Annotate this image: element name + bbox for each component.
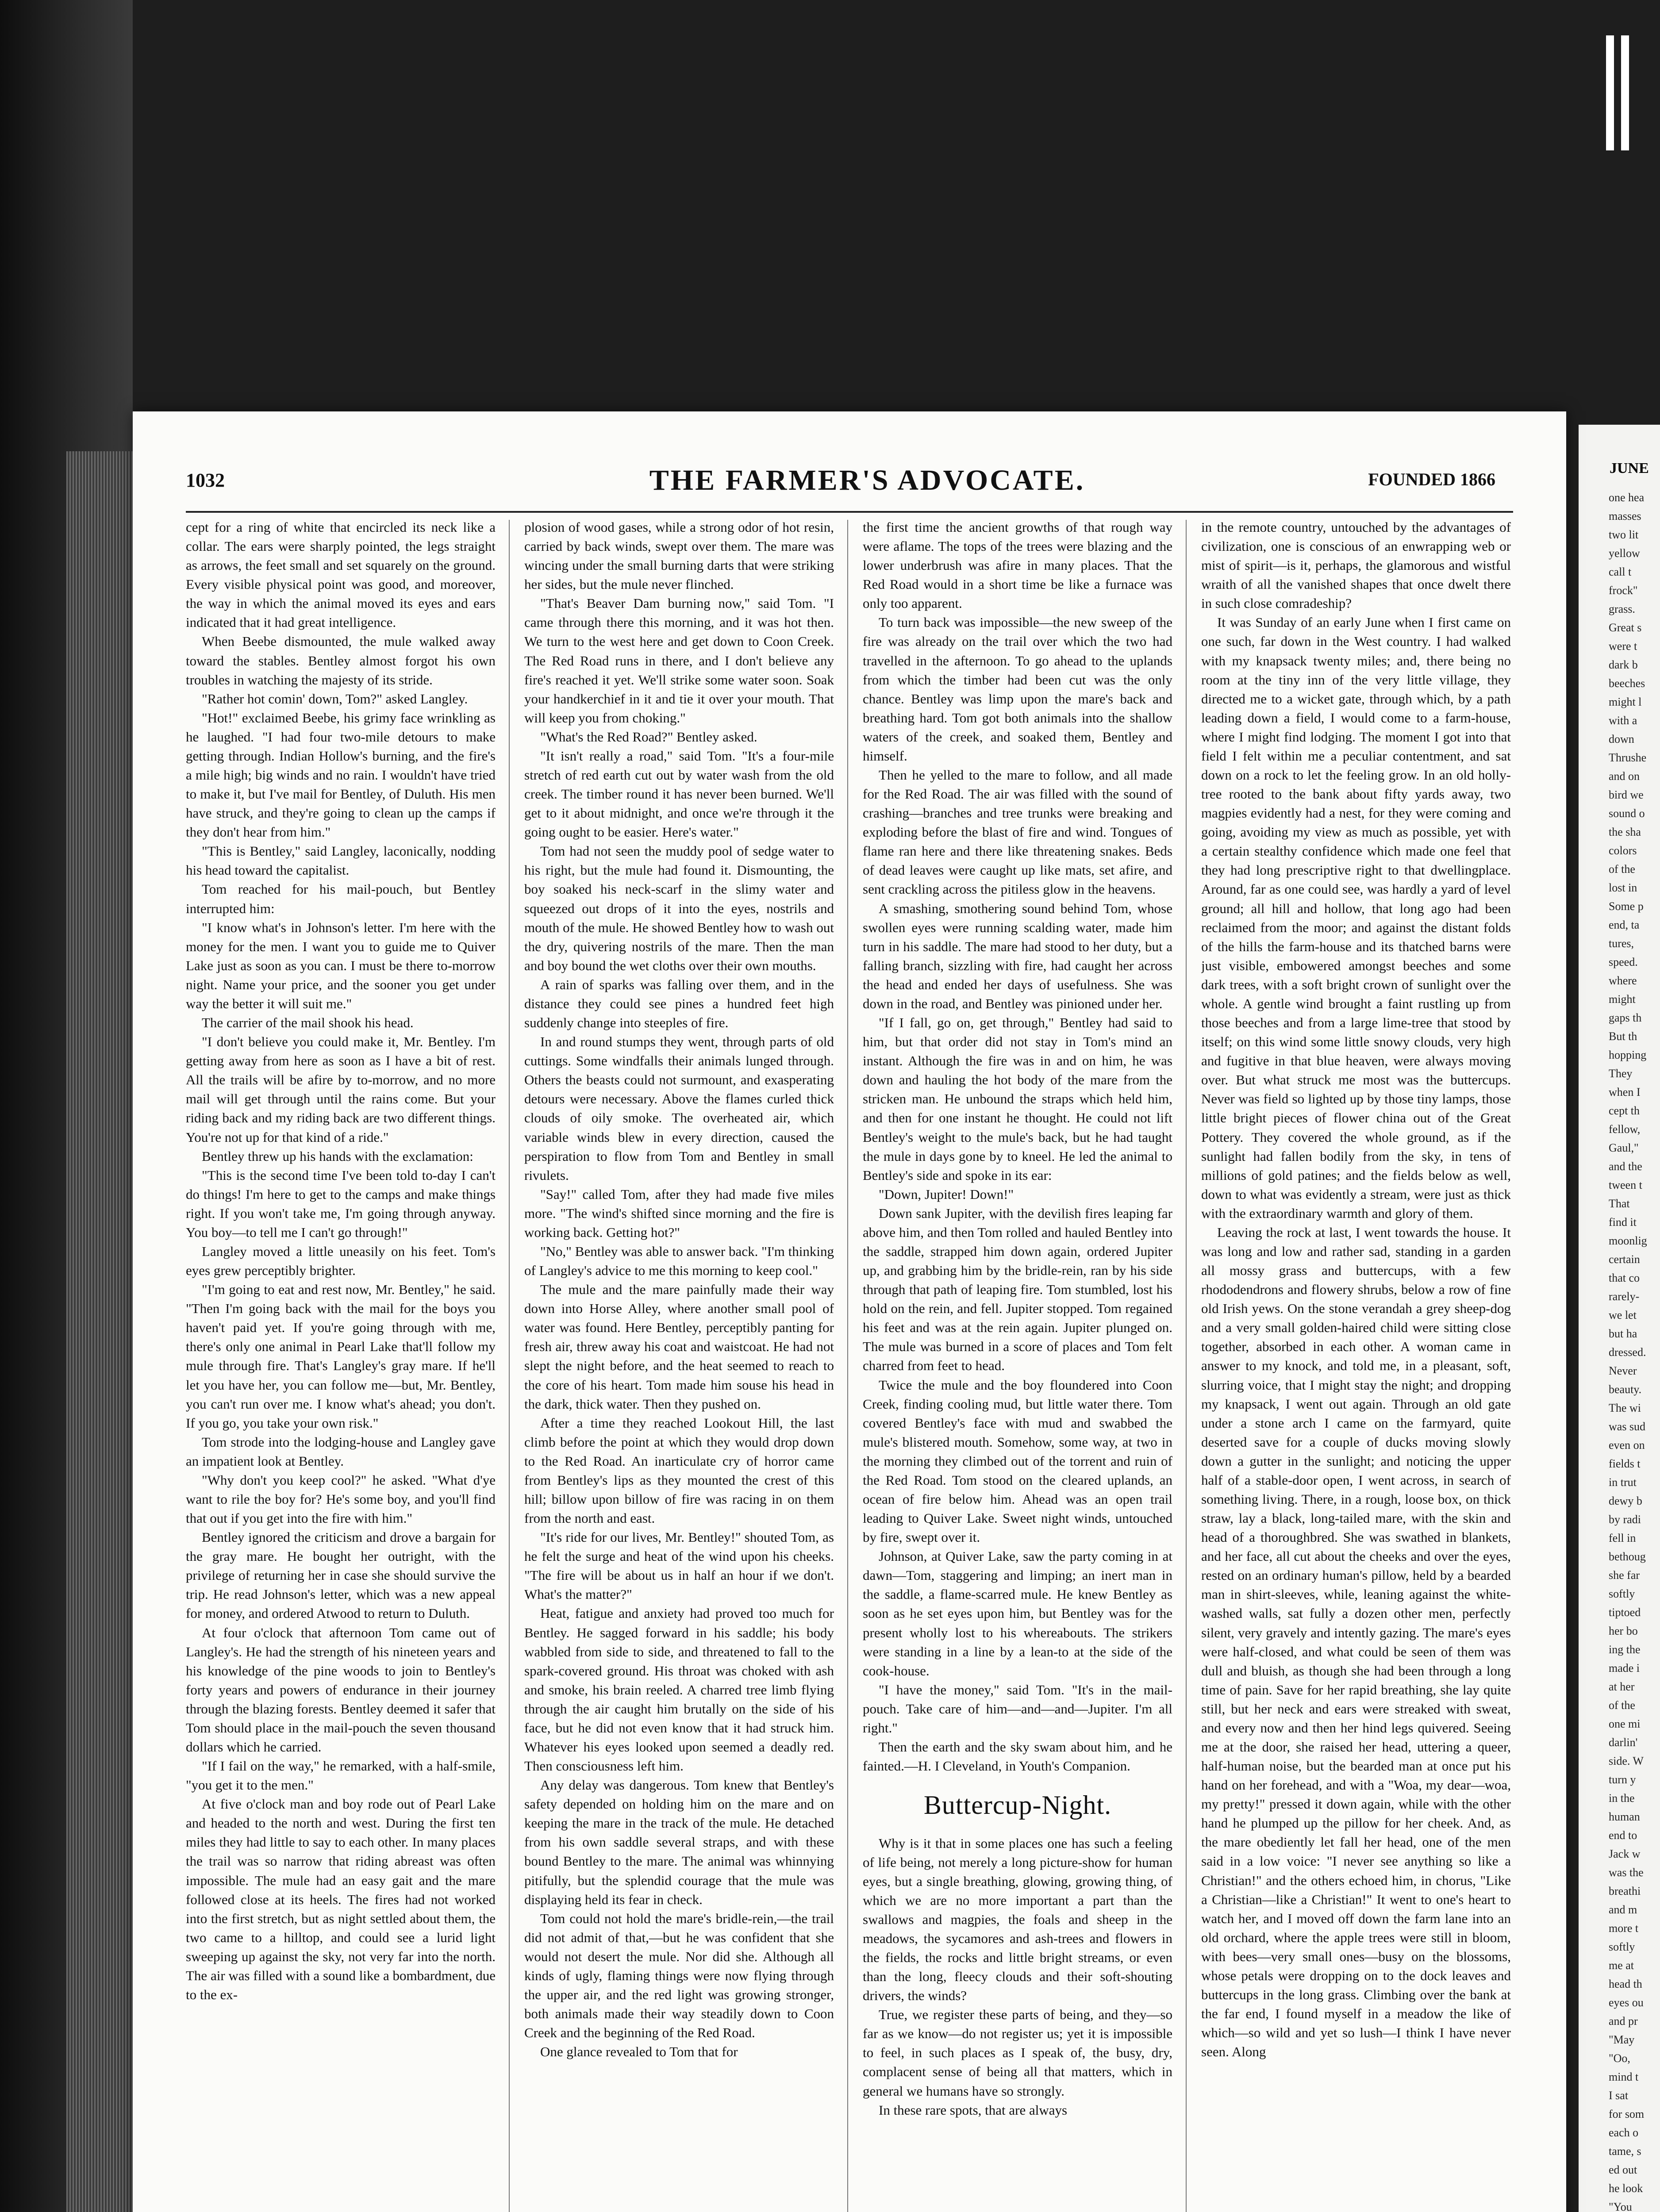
page-number: 1032 <box>186 469 225 491</box>
adjacent-page-line: colors <box>1609 844 1637 857</box>
paragraph: After a time they reached Lookout Hill, the last climb before the point at which they would drop down to the Red Road. An inarticulate cry of horror came from Bentley's lips as they mounted the crest of this hill; billow upon billow of fire was racing in on them from the north and east. <box>524 1415 834 1526</box>
paragraph: "No," Bentley was able to answer back. "I'm thinking of Langley's advice to me this morning to keep cool." <box>524 1243 834 1279</box>
adjacent-page-line: bethoug <box>1609 1550 1646 1563</box>
adjacent-page-line: They <box>1609 1067 1633 1080</box>
adjacent-page-line: two lit <box>1609 528 1639 541</box>
adjacent-page-line: breathi <box>1609 1885 1641 1897</box>
paragraph: "It's ride for our lives, Mr. Bentley!" shouted Tom, as he felt the surge and heat of the wind upon his cheeks. "The fire will be about us in half an hour if we don't. What's the matter?" <box>524 1529 834 1602</box>
adjacent-page-line: ed out <box>1609 2163 1637 2176</box>
paragraph: Heat, fatigue and anxiety had proved too much for Bentley. He sagged forward in his saddle; his body wabbled from side to side, and threatened to fall to the spark-covered ground. His throat was choked with ash and smoke, his brain reeled. A charred tree limb flying through the air caught him brutally on the side of his face, but he did not even know that it had struck him. Whatever his eyes looked upon seemed a deadly red. Then consciousness left him. <box>524 1605 834 1774</box>
masthead-title: THE FARMER'S ADVOCATE. <box>649 464 1085 496</box>
paragraph: At five o'clock man and boy rode out of Pearl Lake and headed to the north and west. During the first ten miles they had little to say to each other. In many places the trail was so narrow that riding abreast was often impossible. The mule had an easy gait and the mare followed close at its heels. The fires had not worked into the first stretch, but as night settled about them, the two came to a hilltop, and could see a lurid light sweeping up against the sky, not very far into the north. The air was filled with a sound like a bombardment, due to the ex- <box>186 1796 496 2003</box>
paragraph: One glance revealed to Tom that for <box>540 2044 738 2060</box>
paragraph: the first time the ancient growths of that rough way were aflame. The tops of the trees were blazing and the lower underbrush was afire in many places. That the Red Road would in a short time be like a furnace was only too apparent. <box>863 519 1172 611</box>
adjacent-page-line: by radi <box>1609 1513 1641 1526</box>
paragraph: "That's Beaver Dam burning now," said Tom. "I came through there this morning, and it was hot then. We turn to the west here and get down to Coon Creek. The Red Road runs in there, and I don't believe any fire's reached it yet. We'll strike some water soon. Soak your handkerchief in it and tie it over your mouth. That will keep you from choking." <box>524 595 834 726</box>
adjacent-page-line: one mi <box>1609 1717 1641 1730</box>
paragraph: Bentley threw up his hands with the exclamation: <box>202 1148 473 1164</box>
column-1 <box>186 518 496 2212</box>
adjacent-page-line: made i <box>1609 1662 1640 1674</box>
adjacent-page-line: fellow, <box>1609 1123 1641 1136</box>
adjacent-page-line: were t <box>1609 640 1637 653</box>
paragraph: "I don't believe you could make it, Mr. Bentley. I'm getting away from here as soon as I have a bit of rest. All the trails will be afire by to-morrow, and no more mail will get through until the rains come. But your riding back and my riding back are two different things. You're not up for that kind of a ride." <box>186 1034 496 1145</box>
adjacent-page-line: for som <box>1609 2108 1645 2120</box>
paragraph: "I'm going to eat and rest now, Mr. Bentley," he said. "Then I'm going back with the mail for the boys you haven't paid yet. If you're going through with me, there's only one animal in Pearl Lake that'll follow my mule through fire. That's Langley's gray mare. If he'll let you have her, you can follow me—but, Mr. Bentley, you can't run over me. I know what's ahead; you don't. If you go, you take your own risk." <box>186 1282 496 1431</box>
adjacent-page-line: dark b <box>1609 658 1638 671</box>
adjacent-page-line: dewy b <box>1609 1494 1642 1507</box>
adjacent-page-line: with a <box>1609 714 1637 727</box>
paragraph: "Down, Jupiter! Down!" <box>879 1186 1014 1202</box>
adjacent-page-line: and m <box>1609 1903 1637 1916</box>
adjacent-page-line: tiptoed <box>1609 1606 1641 1619</box>
adjacent-page-line: turn y <box>1609 1773 1636 1786</box>
adjacent-page-line: fell in <box>1609 1532 1636 1544</box>
founded-label: FOUNDED 1866 <box>1368 469 1495 489</box>
paragraph: Why is it that in some places one has such a feeling of life being, not merely a long picture-show for human eyes, but a single breathing, glowing, growing thing, of which we are no more important a part than the swallows and magpies, the foals and sheep in the meadows, the sycamores and ash-trees and flowers in the fields, the rocks and little bright streams, or even than the long, fleecy clouds and their soft-shouting drivers, the winds? <box>863 1835 1172 2004</box>
paragraph: Tom could not hold the mare's bridle-rein,—the trail did not admit of that,—but he was confident that she would not desert the mule. Nor did she. Although all kinds of ugly, flaming things were now flying through the upper air, and the red light was growing stronger, both animals made their way steadily down to Coon Creek and the beginning of the Red Road. <box>524 1910 834 2041</box>
paragraph: Tom strode into the lodging-house and Langley gave an impatient look at Bentley. <box>186 1434 496 1469</box>
adjacent-page-line: in trut <box>1609 1476 1637 1489</box>
adjacent-page-line: tween t <box>1609 1179 1642 1191</box>
paragraph: The mule and the mare painfully made their way down into Horse Alley, where another small pool of water was found. Here Bentley, perceptibly panting for fresh air, threw away his coat and waistcoat. He had not slept the night before, and the heat seemed to reach to the core of his heart. Tom made him souse his head in the dark, thick water. Then they pushed on. <box>524 1282 834 1412</box>
adjacent-page-line: rarely- <box>1609 1290 1640 1303</box>
paragraph: "I have the money," said Tom. "It's in the mail-pouch. Take care of him—and—and—Jupiter. I'm all right." <box>863 1682 1172 1736</box>
page-header <box>186 456 1549 504</box>
adjacent-page-line: where <box>1609 974 1637 987</box>
paragraph: A rain of sparks was falling over them, and in the distance they could see pines a hundred feet high suddenly change into steeples of fire. <box>524 976 834 1031</box>
adjacent-page-line: one hea <box>1609 491 1645 504</box>
paragraph: True, we register these parts of being, and they—so far as we know—do not register us; yet it is impossible to feel, in such places as I speak of, the busy, dry, complacent sense of being all that matters, which in general we humans have so strongly. <box>863 2007 1172 2099</box>
paragraph: Johnson, at Quiver Lake, saw the party coming in at dawn—Tom, staggering and limping; an inert man in the saddle, a flame-scarred mule. He knew Bentley as soon as he set eyes upon him, but Bentley was for the present wholly lost to his whereabouts. The strikers were standing in a line by a lean-to at the side of the cook-house. <box>863 1548 1172 1678</box>
paragraph: Leaving the rock at last, I went towards the house. It was long and low and rather sad, standing in a garden all mossy grass and buttercups, with a few rhododendrons and flowery shrubs, below a row of fine old Irish yews. On the stone verandah a grey sheep-dog and a very small golden-haired child were sitting close together, absorbed in each other. A woman came in answer to my knock, and told me, in a pleasant, soft, slurring voice, that I might stay the night; and dropping my knapsack, I went out again. Through an old gate under a stone arch I came on the farmyard, quite deserted save for a couple of ducks moving slowly down a gutter in the sunlight; and noticing the upper half of a stable-door open, I went across, in search of something living. There, in a rough, loose box, on thick straw, lay a black, long-tailed mare, with the skin and head of a thoroughbred. She was swathed in blankets, and her face, all cut about the cheeks and over the eyes, rested on an ordinary human's pillow, held by a bearded man in shirt-sleeves, while, leaning against the white-washed walls, sat fully a dozen other men, perfectly silent, very gravely and intently gazing. The mare's eyes were half-closed, and what could be seen of them was dull and bluish, as though she had been through a long time of pain. Save for her rapid breathing, she lay quite still, but her neck and ears were streaked with sweat, and every now and then her hind legs quivered. Seeing me at the door, she raised her head, uttering a queer, half-human noise, but the bearded man at once put his hand on her forehead, and with a "Woa, my dear—woa, my pretty!" pressed it down again, while with the other hand he plumped up the pillow for her cheek. And, as the mare obediently let fall her head, one of the men said in a low voice: "I never see anything so like a Christian!" and the others echoed him, in chorus, "Like a Christian—like a Christian!" It went to one's heart to watch her, and I moved off down the farm lane into an old orchard, where the apple trees were still in bloom, with bees—very small ones—busy on the blossoms, whose petals were dropping on to the dock leaves and buttercups in the long grass. Climbing over the bank at the far end, I found myself in a meadow the like of which—so wild and yet so lush—I think I have never seen. Along <box>1201 1224 1511 2060</box>
adjacent-page-line: when I <box>1609 1086 1641 1098</box>
paragraph: At four o'clock that afternoon Tom came out of Langley's. He had the strength of his nineteen years and his knowledge of the pine woods to join to Bentley's forty years and powers of endurance in their journey through the blazing forests. Bentley deemed it safer that Tom should place in the mail-pouch the seven thousand dollars which he carried. <box>186 1624 496 1755</box>
adjacent-page-line: call t <box>1609 565 1632 578</box>
paragraph: Tom reached for his mail-pouch, but Bentley interrupted him: <box>186 881 496 916</box>
adjacent-page-line: beeches <box>1609 677 1645 690</box>
adjacent-page-line: and the <box>1609 1160 1642 1173</box>
paragraph: "Hot!" exclaimed Beebe, his grimy face wrinkling as he laughed. "I had four two-mile detours to make getting through. Indian Hollow's burning, and the fire's a mile high; big winds and no rain. I wouldn't have tried to make it, but I've mail for Bentley, of Duluth. His men have struck, and they're going to clean up the camps if they don't hear from him." <box>186 710 496 840</box>
adjacent-page-line: but ha <box>1609 1327 1637 1340</box>
adjacent-page-line: "May <box>1609 2033 1635 2046</box>
adjacent-page-line: cept th <box>1609 1104 1640 1117</box>
paragraph: Then the earth and the sky swam about him, and he fainted.—H. I Cleveland, in Youth's Companion. <box>863 1739 1172 1774</box>
adjacent-page-line: down <box>1609 733 1634 745</box>
paragraph: "It isn't really a road," said Tom. "It's a four-mile stretch of red earth cut out by water wash from the old creek. The timber round it has never been burned. We'll get to it about midnight, and once we're through it the going ought to be easier. Here's water." <box>524 748 834 840</box>
adjacent-page-line: of the <box>1609 1699 1635 1712</box>
paragraph: Langley moved a little uneasily on his feet. Tom's eyes grew perceptibly brighter. <box>186 1243 496 1279</box>
adjacent-page-line: sound o <box>1609 807 1645 820</box>
adjacent-page-line: lost in <box>1609 881 1637 894</box>
adjacent-page-line: certain <box>1609 1253 1640 1266</box>
column-divider <box>1186 520 1187 2212</box>
paragraph: Down sank Jupiter, with the devilish fires leaping far above him, and then Tom rolled and hauled Bentley into the saddle, strapped him down again, ordered Jupiter up, and grabbing him by the bridle-rein, ran by his side through that path of leaping fire. Tom stumbled, lost his hold on the rein, and fell. Jupiter stopped. Tom regained his feet and was at the rein again. Jupiter plunged on. The mule was burned in a score of places and Tom felt charred from feet to head. <box>863 1205 1172 1374</box>
paragraph: It was Sunday of an early June when I first came on one such, far down in the West country. I had walked with my knapsack twenty miles; and, there being no room at the tiny inn of the very little village, they directed me to a wicket gate, through which, by a path leading down a field, I would come to a farm-house, where I might find lodging. The moment I got into that field I felt within me a peculiar contentment, and sat down on a rock to let the feeling grow. In an old holly-tree rooted to the bank about fifty yards away, two magpies evidently had a nest, for they were coming and going, avoiding my view as much as possible, yet with a certain stealthy confidence which made one feel that they had long prescriptive right to that dwellingplace. Around, far as one could see, was hardly a yard of level ground; all hill and hollow, that long ago had been reclaimed from the moor; and against the distant folds of the hills the farm-house and its thatched barns were just visible, embowered amongst beeches and some dark trees, with a soft bright crown of sunlight over the whole. A gentle wind brought a faint rustling up from those beeches and from a large lime-tree that stood by itself; on this wind some little snowy clouds, very high and fugitive in that blue heaven, were always moving over. But what struck me most was the buttercups. Never was field so lighted up by those tiny lamps, those little bright pieces of flower china out of the Great Pottery. They covered the whole ground, as if the sunlight had fallen bodily from the sky, in tens of millions of gold patines; and the fields below as well, down to what was evidently a stream, were just as thick with the extraordinary warmth and glory of them. <box>1201 614 1511 1221</box>
paragraph: The carrier of the mail shook his head. <box>202 1015 414 1031</box>
adjacent-page-line: tures, <box>1609 937 1634 950</box>
adjacent-page-line: side. W <box>1609 1755 1644 1767</box>
paragraph: "Say!" called Tom, after they had made five miles more. "The wind's shifted since morning and the fire is working back. Getting hot?" <box>524 1186 834 1240</box>
adjacent-page-line: masses <box>1609 510 1641 522</box>
adjacent-page-line: frock" <box>1609 584 1638 597</box>
scan-marks-top <box>1606 35 1636 152</box>
adjacent-page-line: ing the <box>1609 1643 1641 1656</box>
adjacent-page-line: darlin' <box>1609 1736 1638 1749</box>
adjacent-page-line: was sud <box>1609 1420 1646 1433</box>
paragraph: "Why don't you keep cool?" he asked. "What d'ye want to rile the boy for? He's some boy, and you'll find that out if you get into the fire with him." <box>186 1472 496 1526</box>
paragraph: Tom had not seen the muddy pool of sedge water to his right, but the mule had found it. Dismounting, the boy soaked his neck-scarf in the slimy water and squeezed out drops of it into the eyes, nostrils and mouth of the mule. He showed Bentley how to wash out the dry, quivering nostrils of the mare. Then the man and boy bound the wet cloths over their own mouths. <box>524 843 834 973</box>
adjacent-page-line: moonlig <box>1609 1234 1647 1247</box>
paragraph: To turn back was impossible—the new sweep of the fire was already on the trail over which the two had travelled in the afternoon. To go ahead to the uplands from which the timber had been cut was the only chance. Bentley was limp upon the mare's back and breathing hard. Tom got both animals into the shallow waters of the creek, and soaked them, Bentley and himself. <box>863 614 1172 764</box>
paragraph: Any delay was dangerous. Tom knew that Bentley's safety depended on holding him on the mare and on keeping the mare in the track of the mule. He detached from his own saddle several straps, and with these bound Bentley to the mare. The animal was whinnying pitifully, but the splendid courage that the mule was displaying held its fear in check. <box>524 1777 834 1907</box>
paragraph: A smashing, smothering sound behind Tom, whose swollen eyes were running scalding water, made him turn in his saddle. The mare had stood to her duty, but a falling branch, sizzling with fire, had caught her across the head and ended her days of usefulness. She was down in the road, and Bentley was pinioned under her. <box>863 900 1172 1011</box>
column-divider <box>847 520 848 2212</box>
adjacent-page-line: softly <box>1609 1587 1635 1600</box>
article-subheading: Buttercup-Night. <box>923 1790 1112 1820</box>
adjacent-page-line: and pr <box>1609 2015 1638 2028</box>
header-rule <box>186 511 1513 513</box>
adjacent-page-line: grass. <box>1609 603 1635 615</box>
adjacent-page-line: softly <box>1609 1940 1635 1953</box>
adjacent-page-line: the sha <box>1609 826 1641 838</box>
column-3 <box>863 518 1172 2212</box>
adjacent-page-line: me at <box>1609 1959 1634 1972</box>
adjacent-page-line: yellow <box>1609 547 1640 560</box>
adjacent-page-line: might <box>1609 993 1636 1006</box>
adjacent-page-line: Some p <box>1609 900 1644 913</box>
adjacent-page-line: fields t <box>1609 1457 1641 1470</box>
paragraph: "This is Bentley," said Langley, laconically, nodding his head toward the capitalist. <box>186 843 496 878</box>
adjacent-page-line: beauty. <box>1609 1383 1642 1396</box>
adjacent-page-line: even on <box>1609 1439 1645 1452</box>
column-4 <box>1201 518 1511 2212</box>
adjacent-page-line: The wi <box>1609 1402 1641 1414</box>
adjacent-page-line: in the <box>1609 1792 1635 1805</box>
paragraph: In these rare spots, that are always <box>879 2102 1068 2118</box>
adjacent-page-line: was the <box>1609 1866 1644 1879</box>
adjacent-page-line: end, ta <box>1609 918 1640 931</box>
paragraph: Bentley ignored the criticism and drove a bargain for the gray mare. He bought her outright, with the privilege of returning her in case she should survive the trip. He read Johnson's letter, which was a new appeal for money, and ordered Atwood to return to Duluth. <box>186 1529 496 1621</box>
adjacent-page-line: she far <box>1609 1569 1640 1582</box>
adjacent-page-line: he look <box>1609 2182 1643 2195</box>
adjacent-page-header: JUNE <box>1610 460 1649 476</box>
adjacent-page-line: I sat <box>1609 2089 1629 2102</box>
adjacent-page-line: Never <box>1609 1364 1637 1377</box>
adjacent-page-line: might l <box>1609 695 1642 708</box>
paragraph: "Rather hot comin' down, Tom?" asked Langley. <box>202 691 468 707</box>
adjacent-page-line: "You <box>1609 2200 1632 2212</box>
paragraph: In and round stumps they went, through parts of old cuttings. Some windfalls their animals lunged through. Others the beasts could not surmount, and exasperating detours were necessary. Above the flames curled thick clouds of oily smoke. The overheated air, which variable winds blew in every direction, caused the perspiration to flow from Tom and Bentley in small rivulets. <box>524 1034 834 1183</box>
adjacent-page-strip <box>1579 425 1660 2212</box>
adjacent-page-line: end to <box>1609 1829 1637 1842</box>
adjacent-page-line: gaps th <box>1609 1011 1642 1024</box>
adjacent-page-line: and on <box>1609 770 1640 783</box>
column-divider <box>509 520 510 2212</box>
adjacent-page-line: that co <box>1609 1271 1640 1284</box>
paragraph: cept for a ring of white that encircled its neck like a collar. The ears were sharply pointed, the legs straight as arrows, the feet small and set squarely on the ground. Every visible physical point was good, and moreover, the way in which the animal moved its eyes and ears indicated that it had great intelligence. <box>186 519 496 630</box>
adjacent-page-line: at her <box>1609 1680 1635 1693</box>
paragraph: in the remote country, untouched by the advantages of civilization, one is conscious of an enwrapping web or mist of spirit—is it, perhaps, the glamorous and wistful wraith of all the vanished shapes that once dwelt there in such close comradeship? <box>1201 519 1511 611</box>
column-2 <box>524 518 834 2212</box>
adjacent-page-line: dressed. <box>1609 1346 1646 1359</box>
adjacent-page-line: we let <box>1609 1309 1637 1321</box>
adjacent-page-line: But th <box>1609 1030 1637 1043</box>
adjacent-page-line: eyes ou <box>1609 1996 1644 2009</box>
adjacent-page-line: mind t <box>1609 2070 1639 2083</box>
paragraph: "If I fall, go on, get through," Bentley had said to him, but that order did not stay in Tom's mind an instant. Although the fire was in and on him, he was down and hauling the hot body of the mare from the stricken man. He unbound the straps which held him, and then for one instant he thought. He could not lift Bentley's weight to the mule's back, but he had taught the mule in days gone by to kneel. He led the animal to Bentley's side and spoke in its ear: <box>863 1015 1172 1183</box>
adjacent-page-line: human <box>1609 1810 1640 1823</box>
paragraph: "If I fail on the way," he remarked, with a half-smile, "you get it to the men." <box>186 1758 496 1793</box>
adjacent-page-line: bird we <box>1609 788 1644 801</box>
adjacent-page-line: "Oo, <box>1609 2052 1630 2065</box>
adjacent-page-line: speed. <box>1609 956 1638 968</box>
adjacent-page-line: find it <box>1609 1216 1637 1229</box>
adjacent-page-line: head th <box>1609 1978 1642 1990</box>
paragraph: "This is the second time I've been told to-day I can't do things! I'm here to get to the camps and make things right. If you won't take me, I'm going through anyway. You boy—to tell me I can't go through!" <box>186 1167 496 1240</box>
adjacent-page-line: tame, s <box>1609 2145 1641 2158</box>
adjacent-page-line: her bo <box>1609 1624 1638 1637</box>
adjacent-page-line: each o <box>1609 2126 1639 2139</box>
adjacent-page-line: Gaul," <box>1609 1141 1639 1154</box>
adjacent-page-line: more t <box>1609 1922 1639 1935</box>
adjacent-page-line: hopping <box>1609 1048 1647 1061</box>
adjacent-page-line: Jack w <box>1609 1847 1641 1860</box>
paragraph: Then he yelled to the mare to follow, and all made for the Red Road. The air was filled with the sound of crashing—branches and tree trunks were breaking and exploding before the blast of fire and wind. Tongues of flame ran here and there like threatening snakes. Beds of dead leaves were caught up like mats, set afire, and sent crackling across the pitiless glow in the heavens. <box>863 767 1172 897</box>
paragraph: Twice the mule and the boy floundered into Coon Creek, finding cooling mud, but little water there. Tom covered Bentley's face with mud and swabbed the mule's blistered mouth. Somehow, some way, at two in the morning they climbed out of the torrent and ruin of the Red Road. Tom stood on the cleared uplands, an ocean of fire below him. Ahead was an open trail leading to Quiver Lake. Sweet night winds, untouched by fire, swept over it. <box>863 1377 1172 1545</box>
paragraph: "What's the Red Road?" Bentley asked. <box>540 729 757 745</box>
paragraph: When Beebe dismounted, the mule walked away toward the stables. Bentley almost forgot his own troubles in watching the majesty of its stride. <box>186 634 496 687</box>
paragraph: "I know what's in Johnson's letter. I'm here with the money for the men. I want you to guide me to Quiver Lake just as soon as you can. I must be there to-morrow night. Name your price, and the sooner you get under way the better it will suit me." <box>186 919 496 1011</box>
newspaper-page <box>133 411 1566 2212</box>
adjacent-page-line: Great s <box>1609 621 1642 634</box>
paragraph: plosion of wood gases, while a strong odor of hot resin, carried by back winds, swept over them. The mare was wincing under the small burning darts that were striking her sides, but the mule never flinched. <box>524 519 834 592</box>
adjacent-page-line: of the <box>1609 863 1635 876</box>
adjacent-page-line: Thrushe <box>1609 751 1647 764</box>
adjacent-page-line: That <box>1609 1197 1630 1210</box>
